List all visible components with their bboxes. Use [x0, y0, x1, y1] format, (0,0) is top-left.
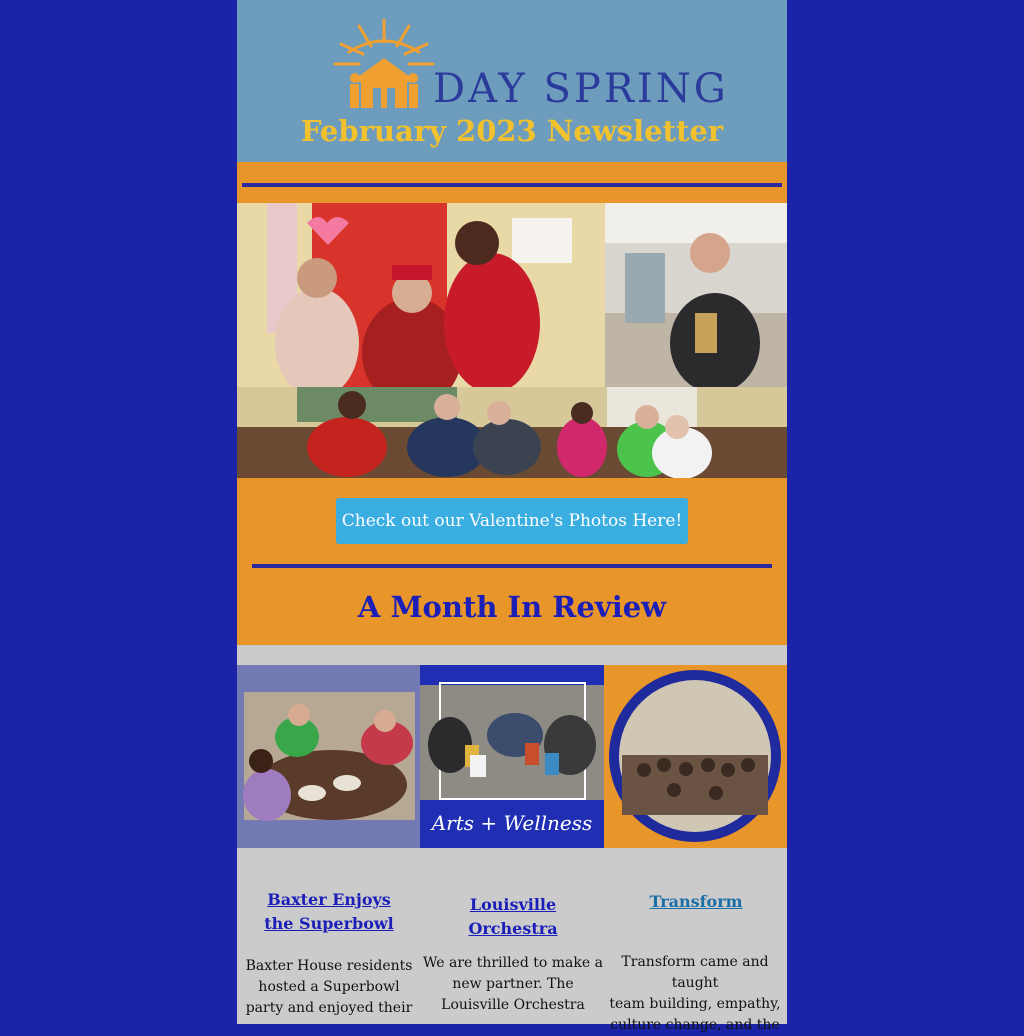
baxter-superbowl-image[interactable] [237, 665, 420, 848]
body-line: new partner. The [452, 976, 574, 992]
baxter-title-line-2: the Superbowl [264, 914, 394, 933]
valentines-photos-button[interactable] [336, 498, 688, 544]
louisville-body-text [423, 953, 603, 1016]
sun-house-logo-icon [329, 12, 439, 112]
transform-body-text [605, 952, 785, 1036]
louisville-orchestra-image[interactable] [420, 665, 604, 848]
divider-rule-2 [252, 564, 772, 568]
baxter-superbowl-link[interactable] [249, 888, 409, 936]
body-line: Louisville Orchestra [441, 997, 585, 1013]
body-line: team building, empathy, [609, 996, 781, 1012]
baxter-body-text [243, 956, 415, 1019]
body-line: We are thrilled to make a [423, 955, 603, 971]
group-couch-photo [237, 387, 787, 478]
transform-image[interactable] [604, 665, 787, 848]
orange-divider-band [237, 162, 787, 203]
body-line: party and enjoyed their [245, 1000, 413, 1016]
section-title: A Month In Review [357, 590, 667, 624]
valentines-photo-group [237, 203, 605, 387]
newsletter-title: February 2023 Newsletter [300, 114, 724, 148]
transform-link[interactable]: Transform [649, 892, 743, 911]
newsletter-header [237, 0, 787, 162]
louisville-orchestra-link[interactable]: Louisville Orchestra [468, 895, 558, 938]
body-line: hosted a Superbowl [258, 979, 400, 995]
body-line: Transform came and taught [621, 954, 769, 991]
body-line: culture change, and the [610, 1017, 780, 1033]
baxter-title-line-1: Baxter Enjoys [267, 890, 391, 909]
mall-photo [605, 203, 787, 387]
body-line: Baxter House residents [245, 958, 413, 974]
valentines-photos-button-label: Check out our Valentine's Photos Here! [341, 511, 683, 531]
logo-wordmark: DAY SPRING [433, 66, 729, 112]
arts-wellness-overlay-text: Arts + Wellness [431, 811, 593, 835]
newsletter-email [237, 0, 787, 1033]
divider-rule [242, 183, 782, 187]
